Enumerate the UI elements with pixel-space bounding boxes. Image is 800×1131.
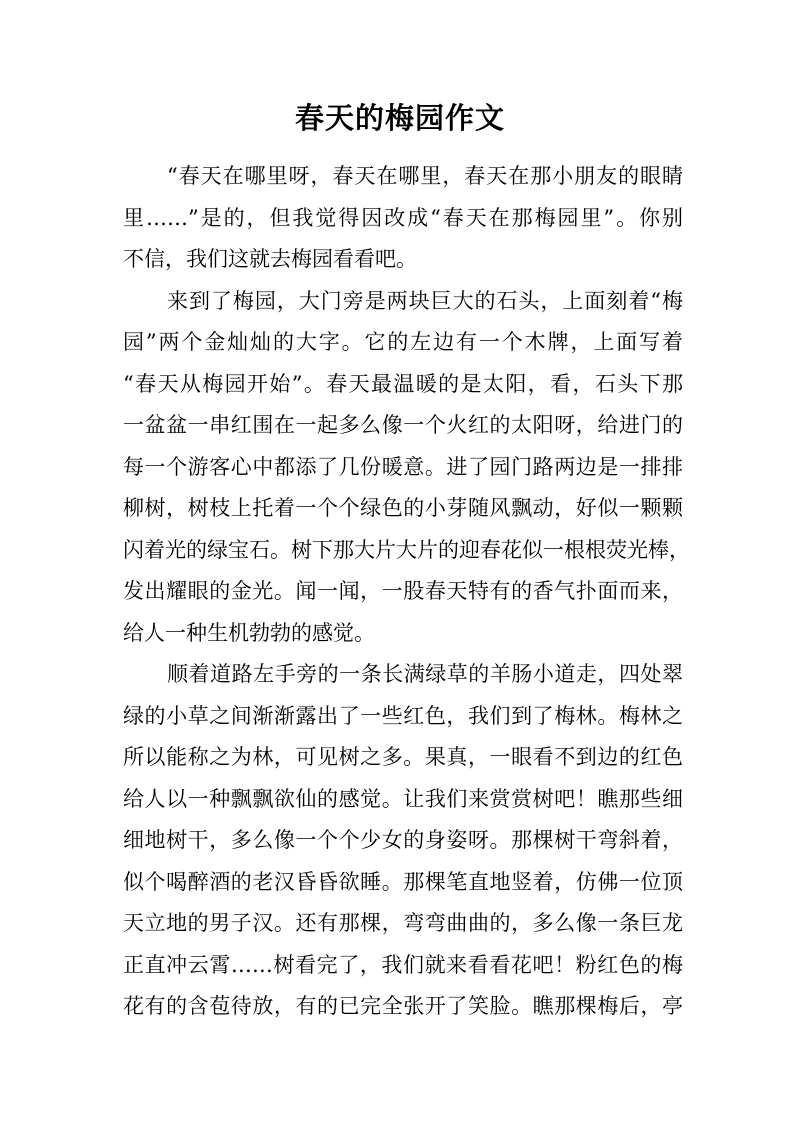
text-line: 细地树干，多么像一个个少女的身姿呀。那棵树干弯斜着， bbox=[123, 828, 683, 852]
text-line: 柳树，树枝上托着一个个绿色的小芽随风飘动，好似一颗颗 bbox=[123, 496, 683, 520]
paragraph-1 bbox=[123, 156, 683, 281]
text-line: 花有的含苞待放，有的已完全张开了笑脸。瞧那棵梅后，亭 bbox=[123, 994, 683, 1018]
text-line: 闪着光的绿宝石。树下那大片大片的迎春花似一根根荧光棒， bbox=[123, 537, 690, 562]
paragraph-2 bbox=[123, 281, 690, 655]
text-line: 绿的小草之间渐渐露出了一些红色，我们到了梅林。梅林之 bbox=[123, 703, 683, 728]
text-line: 园”两个金灿灿的大字。它的左边有一个木牌，上面写着 bbox=[123, 330, 683, 354]
text-line: 每一个游客心中都添了几份暖意。进了园门路两边是一排排 bbox=[123, 454, 683, 479]
text-line: 似个喝醉酒的老汉昏昏欲睡。那棵笔直地竖着，仿佛一位顶 bbox=[123, 869, 683, 894]
text-line: 所以能称之为林，可见树之多。果真，一眼看不到边的红色 bbox=[123, 745, 683, 769]
text-line: 发出耀眼的金光。闻一闻，一股春天特有的香气扑面而来， bbox=[123, 579, 683, 603]
text-line: 顺着道路左手旁的一条长满绿草的羊肠小道走，四处翠 bbox=[167, 662, 683, 686]
paragraph-3 bbox=[123, 654, 683, 1028]
text-line: 一盆盆一串红围在一起多么像一个火红的太阳呀，给进门的 bbox=[123, 413, 683, 437]
text-line: “春天在哪里呀，春天在哪里，春天在那小朋友的眼睛 bbox=[167, 164, 683, 188]
text-line: 里……”是的，但我觉得因改成“春天在那梅园里”。你别 bbox=[123, 205, 683, 230]
text-line: 天立地的男子汉。还有那棵，弯弯曲曲的，多么像一条巨龙 bbox=[123, 911, 683, 935]
text-line: “春天从梅园开始”。春天最温暖的是太阳，看，石头下那 bbox=[123, 371, 683, 396]
text-line: 给人一种生机勃勃的感觉。 bbox=[123, 620, 375, 645]
text-line: 正直冲云霄……树看完了，我们就来看看花吧！粉红色的梅 bbox=[123, 952, 683, 977]
document-title: 春天的梅园作文 bbox=[294, 101, 505, 135]
text-line: 给人以一种飘飘欲仙的感觉。让我们来赏赏树吧！瞧那些细 bbox=[123, 786, 683, 811]
text-line: 不信，我们这就去梅园看看吧。 bbox=[123, 247, 417, 271]
document-body bbox=[123, 156, 690, 1028]
text-line: 来到了梅园，大门旁是两块巨大的石头，上面刻着“梅 bbox=[167, 288, 683, 313]
